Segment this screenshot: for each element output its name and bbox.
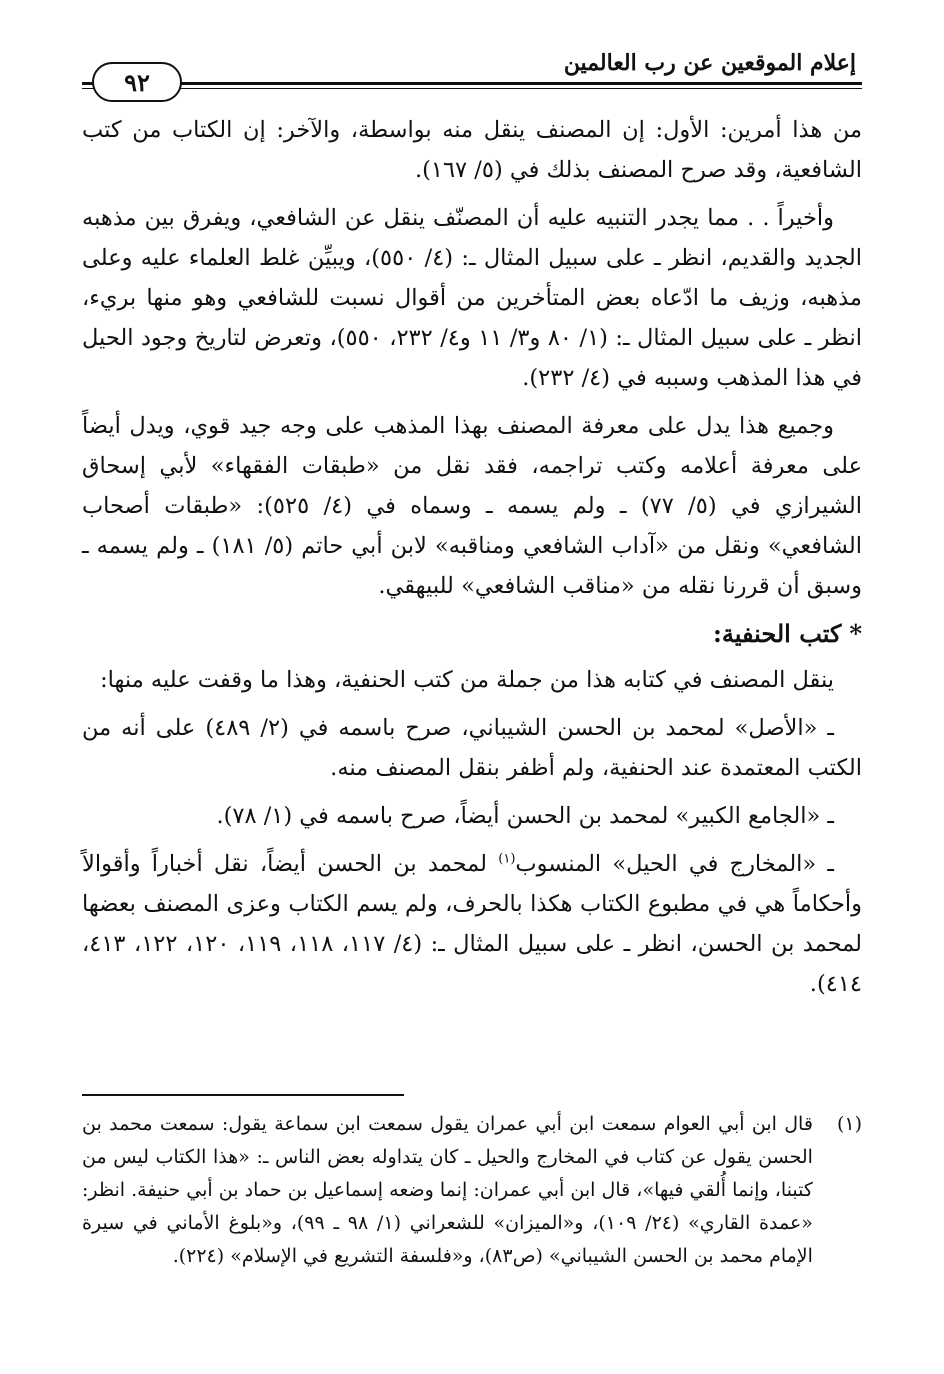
page-number: ٩٢	[124, 67, 150, 97]
paragraph-4: ينقل المصنف في كتابه هذا من جملة من كتب الحنفية، وهذا ما وقفت عليه منها:	[100, 667, 834, 693]
running-title: إعلام الموقعين عن رب العالمين	[563, 50, 856, 76]
footnote-1	[82, 1108, 862, 1273]
page-number-badge	[92, 62, 182, 102]
footnote-number: (١)	[836, 1113, 862, 1135]
list-item-jami-kabir: ـ «الجامع الكبير» لمحمد بن الحسن أيضاً، صرح باسمه في (١/ ٧٨).	[216, 803, 834, 829]
list-item-makharij-text-b: لمحمد بن الحسن أيضاً، نقل أخباراً وأقوالاً وأحكاماً هي في مطبوع الكتاب هكذا بالحرف، ولم يسم الكتاب وعزى المصنف بعضها لمحمد بن الحسن، انظر ـ على سبيل المثال ـ: (٤/ ١١٧، ١١٨، ١١٩، ١٢٠، ١٢٢، ٤١٣، ٤١٤).	[82, 851, 862, 997]
body-text	[82, 110, 862, 1012]
footnotes	[82, 1108, 862, 1273]
section-heading	[82, 614, 862, 654]
footnote-separator	[82, 1094, 404, 1096]
list-item-makharij	[82, 844, 862, 1004]
paragraph-2: وأخيراً . . مما يجدر التنبيه عليه أن المصنّف ينقل عن الشافعي، ويفرق بين مذهبه الجديد والقديم، انظر ـ على سبيل المثال ـ: (٤/ ٥٥٠)، ويبيِّن غلط العلماء عليه وعلى مذهبه، وزيف ما ادّعاه بعض المتأخرين من أقوال نسبت للشافعي وهو منها بريء، انظر ـ على سبيل المثال ـ: (١/ ٨٠ و٣/ ١١ و٤/ ٢٣٢، ٥٥٠)، وتعرض لتاريخ وجود الحيل في هذا المذهب وسببه في (٤/ ٢٣٢).	[82, 205, 863, 391]
page-header	[82, 44, 862, 97]
asterisk-icon: *	[849, 619, 862, 648]
list-item-makharij-text-a: ـ «المخارج في الحيل» المنسوب	[515, 851, 834, 877]
footnote-marker: (١)	[498, 851, 516, 867]
section-heading-text: كتب الحنفية:	[713, 619, 842, 648]
header-rule-thick	[82, 82, 862, 85]
paragraph-1: من هذا أمرين: الأول: إن المصنف ينقل منه بواسطة، والآخر: إن الكتاب من كتب الشافعية، وقد صرح المصنف بذلك في (٥/ ١٦٧).	[82, 117, 862, 183]
list-item-asl: ـ «الأصل» لمحمد بن الحسن الشيباني، صرح باسمه في (٢/ ٤٨٩) على أنه من الكتب المعتمدة عند الحنفية، ولم أظفر بنقل المصنف منه.	[82, 715, 862, 781]
footnote-text: قال ابن أبي العوام سمعت ابن أبي عمران يقول سمعت ابن سماعة يقول: سمعت محمد بن الحسن يقول عن كتاب في المخارج والحيل ـ كان يتداوله بعض الناس ـ: «هذا الكتاب ليس من كتبنا، وإنما أُلقي فيها»، قال ابن أبي عمران: إنما وضعه إسماعيل بن حماد بن أبي حنيفة. انظر: «عمدة القاري» (٢٤/ ١٠٩)، و«الميزان» للشعراني (١/ ٩٨ ـ ٩٩)، و«بلوغ الأماني في سيرة الإمام محمد بن الحسن الشيباني» (ص٨٣)، و«فلسفة التشريع في الإسلام» (٢٢٤).	[82, 1113, 813, 1267]
paragraph-3: وجميع هذا يدل على معرفة المصنف بهذا المذهب على وجه جيد قوي، ويدل أيضاً على معرفة أعلامه وكتب تراجمه، فقد نقل من «طبقات الفقهاء» لأبي إسحاق الشيرازي في (٥/ ٧٧) ـ ولم يسمه ـ وسماه في (٤/ ٥٢٥): «طبقات أصحاب الشافعي» ونقل من «آداب الشافعي ومناقبه» لابن أبي حاتم (٥/ ١٨١) ـ ولم يسمه ـ وسبق أن قررنا نقله من «مناقب الشافعي» للبيهقي.	[82, 413, 863, 599]
header-rule-thin	[82, 88, 862, 89]
